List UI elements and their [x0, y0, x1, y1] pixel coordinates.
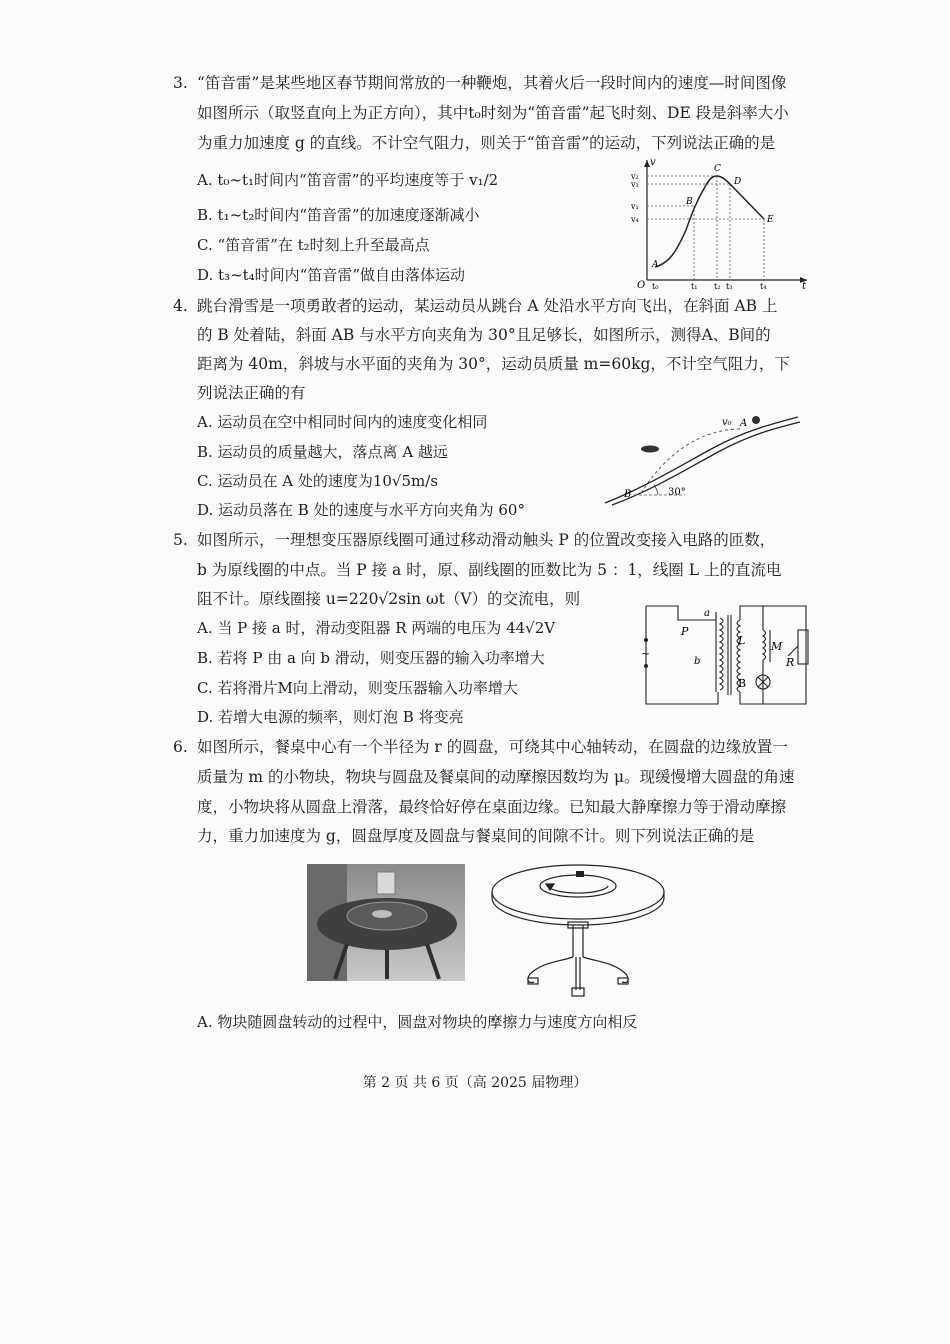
- q6-line-4: 力，重力加速度为 g，圆盘厚度及圆盘与餐桌间的间隙不计。则下列说法正确的是: [197, 827, 755, 845]
- v-axis-label: v: [650, 157, 656, 168]
- label-r: R: [786, 656, 795, 669]
- point-c: C: [714, 164, 721, 174]
- t-axis-label: t: [802, 281, 807, 290]
- q3-line-1: “笛音雷”是某些地区春节期间常放的一种鞭炮，其着火后一段时间内的速度—时间图像: [197, 74, 787, 92]
- vt-graph: [622, 155, 812, 290]
- table-photo: [307, 864, 465, 981]
- q4-line-4: 列说法正确的有: [197, 384, 306, 402]
- q4-line-1: 跳台滑雪是一项勇敢者的运动，某运动员从跳台 A 处沿水平方向飞出，在斜面 AB 上: [197, 297, 778, 315]
- q5-option-a: A. 当 P 接 a 时，滑动变阻器 R 两端的电压为 44√2V: [197, 619, 556, 637]
- ytick-v2: v₂: [631, 172, 639, 181]
- q5-option-c: C. 若将滑片M向上滑动，则变压器输入功率增大: [197, 679, 518, 697]
- ytick-v4: v₄: [631, 215, 639, 224]
- q6-line-1: 如图所示，餐桌中心有一个半径为 r 的圆盘，可绕其中心轴转动，在圆盘的边缘放置一: [197, 738, 788, 756]
- q3-option-a: A. t₀~t₁时间内“笛音雷”的平均速度等于 v₁/2: [197, 171, 499, 189]
- q6-line-3: 度，小物块将从圆盘上滑落，最终恰好停在桌面边缘。已知最大静摩擦力等于滑动摩擦: [197, 798, 787, 816]
- page-footer: 第 2 页 共 6 页（高 2025 届物理）: [362, 1075, 588, 1091]
- q4-option-a: A. 运动员在空中相同时间内的速度变化相同: [197, 413, 488, 431]
- xtick-t1: t₁: [691, 282, 698, 290]
- ac-source-label: ~: [641, 647, 651, 660]
- q4-line-2: 的 B 处着陆，斜面 AB 与水平方向夹角为 30°且足够长，如图所示，测得A、B间的: [197, 326, 771, 344]
- xtick-t4: t₄: [760, 282, 767, 290]
- q5-line-2: b 为原线圈的中点。当 P 接 a 时，原、副线圈的匝数比为 5 ：1，线圈 L 上的直流电: [197, 561, 782, 579]
- label-a: a: [704, 608, 710, 619]
- label-a: A: [740, 418, 748, 429]
- ytick-v1: v₁: [631, 202, 639, 211]
- label-l: L: [738, 634, 746, 647]
- q4-option-b: B. 运动员的质量越大，落点离 A 越远: [197, 443, 448, 461]
- q4-option-d: D. 运动员落在 B 处的速度与水平方向夹角为 60°: [197, 501, 525, 519]
- angle-label: 30°: [668, 487, 686, 498]
- terminal-bottom: [644, 664, 648, 668]
- q5-option-d: D. 若增大电源的频率，则灯泡 B 将变亮: [197, 708, 464, 726]
- q5-line-3: 阻不计。原线圈接 u=220√2sin ωt（V）的交流电，则: [197, 590, 581, 608]
- transformer-circuit: [638, 600, 813, 710]
- ytick-v3: v₃: [631, 180, 639, 189]
- q6-option-a: A. 物块随圆盘转动的过程中，圆盘对物块的摩擦力与速度方向相反: [197, 1013, 638, 1031]
- skier-landing-icon: [641, 446, 659, 453]
- label-m: M: [771, 640, 783, 653]
- point-b: B: [686, 197, 693, 207]
- velocity-curve: [655, 176, 764, 267]
- q4-option-c: C. 运动员在 A 处的速度为10√5m/s: [197, 472, 439, 490]
- point-d: D: [734, 177, 742, 187]
- xtick-t3: t₃: [726, 282, 733, 290]
- q3-line-3: 为重力加速度 g 的直线。不计空气阻力，则关于“笛音雷”的运动，下列说法正确的是: [197, 134, 776, 152]
- q3-line-2: 如图所示（取竖直向上为正方向），其中t₀时刻为“笛音雷”起飞时刻、DE 段是斜率大小: [197, 104, 789, 122]
- q5-option-b: B. 若将 P 由 a 向 b 滑动，则变压器的输入功率增大: [197, 649, 545, 667]
- q5-line-1: 如图所示，一理想变压器原线圈可通过移动滑动触头 P 的位置改变接入电路的匝数，: [197, 531, 776, 549]
- origin-label: O: [637, 280, 646, 290]
- label-p: P: [681, 625, 689, 638]
- ski-jump-figure: [600, 405, 805, 510]
- point-a: A: [652, 260, 659, 270]
- q6-number: 6.: [173, 738, 188, 756]
- q6-line-2: 质量为 m 的小物块，物块与圆盘及餐桌间的动摩擦因数均为 μ。现缓慢增大圆盘的角速: [197, 768, 795, 786]
- q4-line-3: 距离为 40m，斜坡与水平面的夹角为 30°，运动员质量 m=60kg，不计空气阻力，下: [197, 355, 790, 373]
- point-e: E: [767, 215, 774, 225]
- skier-icon: [752, 416, 760, 424]
- label-b: B: [624, 489, 632, 500]
- v0-label: v₀: [722, 417, 732, 428]
- q3-option-b: B. t₁~t₂时间内“笛音雷”的加速度逐渐减小: [197, 206, 480, 224]
- block-icon: [576, 871, 584, 877]
- terminal-top: [644, 638, 648, 642]
- label-b: b: [694, 656, 701, 667]
- q3-option-c: C. “笛音雷”在 t₂时刻上升至最高点: [197, 236, 430, 254]
- q3-option-d: D. t₃~t₄时间内“笛音雷”做自由落体运动: [197, 266, 466, 284]
- table-diagram: [488, 862, 668, 1002]
- xtick-t0: t₀: [652, 282, 659, 290]
- label-bulb: B: [738, 677, 747, 690]
- trajectory-path: [640, 429, 740, 495]
- q3-number: 3.: [173, 74, 188, 92]
- q4-number: 4.: [173, 297, 188, 315]
- q5-number: 5.: [173, 531, 188, 549]
- xtick-t2: t₂: [714, 282, 721, 290]
